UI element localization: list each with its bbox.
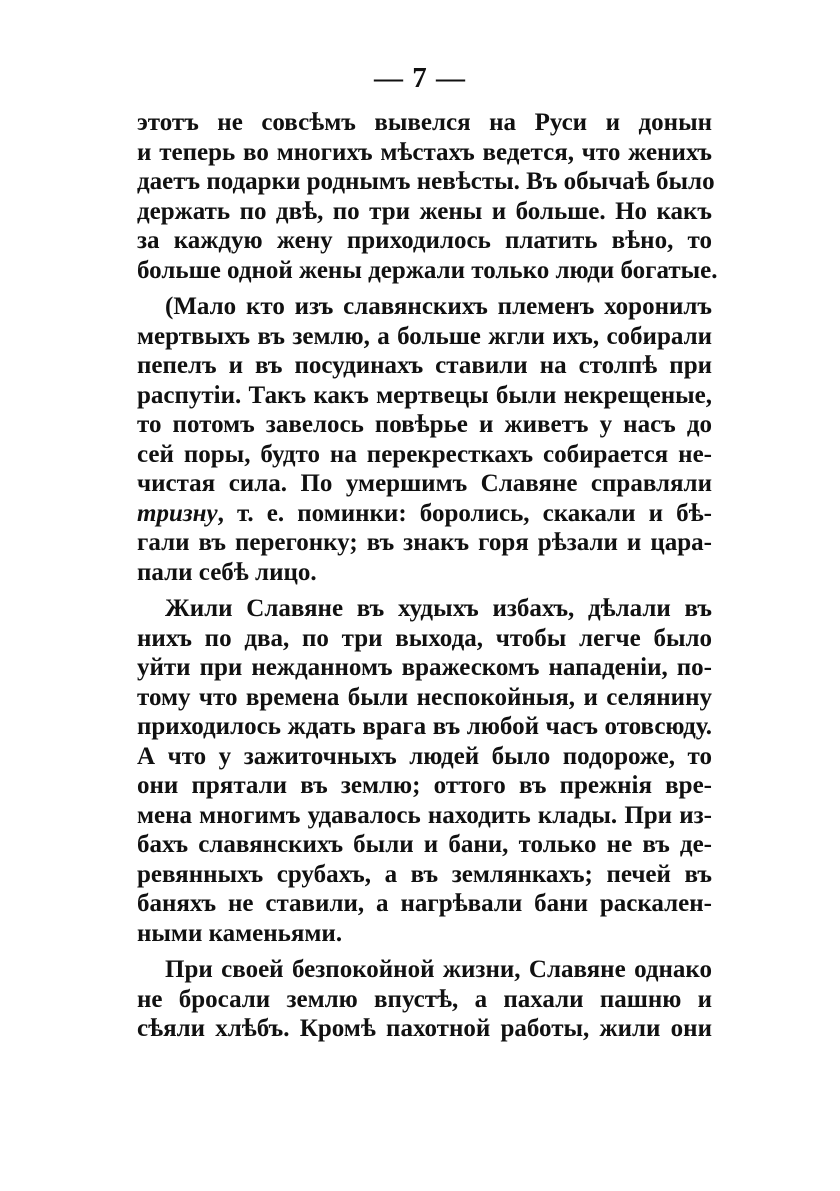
text-line: чистая сила. По умершимъ Славяне справляли: [137, 470, 712, 497]
text-line: больше одной жены держали только люди богатые.: [137, 256, 718, 284]
text-line: и теперь во многихъ мѣстахъ ведется, что женихъ: [137, 138, 712, 166]
text-line: держать по двѣ, по три жены и больше. Но какъ: [137, 197, 712, 225]
text-line: ревянныхъ срубахъ, а въ землянкахъ; печей въ: [137, 860, 712, 888]
paragraph-4: [137, 955, 712, 1044]
paragraph-3: [137, 594, 712, 948]
text-line: сей поры, будто на перекресткахъ собирается не-: [137, 440, 712, 468]
body-text: [137, 108, 718, 1044]
text-line: мена многимъ удавалось находить клады. При из-: [137, 801, 712, 829]
text-line: баняхъ не ставили, а нагрѣвали бани раскален-: [137, 890, 712, 917]
page-number: — 7 —: [374, 62, 466, 94]
text-line: тому что времена были неспокойныя, и селянину: [137, 683, 712, 711]
text-line: распутіи. Такъ какъ мертвецы были некрещеные,: [137, 381, 712, 409]
text-line: уйти при нежданномъ вражескомъ нападеніи, по-: [137, 654, 712, 681]
text-line: нихъ по два, по три выхода, чтобы легче было: [137, 624, 712, 652]
text-line: приходилось ждать врага въ любой часъ отовсюду.: [137, 713, 712, 740]
paragraph-1: [137, 108, 718, 285]
text-line: за каждую жену приходилось платить вѣно, то: [137, 227, 712, 254]
text-line-with-emphasis: [137, 499, 712, 529]
emphasized-word: тризну: [137, 499, 218, 527]
text-line: Жили Славяне въ худыхъ избахъ, дѣлали въ: [165, 595, 712, 622]
text-line: мертвыхъ въ землю, а больше жгли ихъ, собирали: [137, 322, 712, 350]
text-line: ными каменьями.: [137, 919, 343, 947]
text-line: даетъ подарки роднымъ невѣсты. Въ обычаѣ было: [137, 168, 715, 195]
text-line: сѣяли хлѣбъ. Кромѣ пахотной работы, жили они: [137, 1015, 712, 1042]
text-line: пали себѣ лицо.: [137, 558, 317, 586]
text-line: А что у зажиточныхъ людей было подороже, то: [137, 742, 712, 770]
text-line: они прятали въ землю; оттого въ прежнія вре-: [137, 772, 712, 799]
line-remainder: , т. е. поминки: боролись, скакали и бѣ-: [217, 499, 712, 527]
paragraph-2: [137, 292, 712, 587]
text-line: этотъ не совсѣмъ вывелся на Руси и донын: [137, 109, 712, 136]
text-line: гали въ перегонку; въ знакъ горя рѣзали и цара-: [137, 529, 712, 556]
text-line: При своей безпокойной жизни, Славяне однако: [165, 956, 712, 983]
text-line: пепелъ и въ посудинахъ ставили на столпѣ при: [137, 352, 712, 379]
text-line: бахъ славянскихъ были и бани, только не въ де-: [137, 831, 712, 858]
text-line: (Мало кто изъ славянскихъ племенъ хоронилъ: [165, 293, 712, 320]
text-line: то потомъ завелось повѣрье и живетъ у насъ до: [137, 411, 712, 438]
text-line: не бросали землю впустѣ, а пахали пашню и: [137, 985, 712, 1013]
